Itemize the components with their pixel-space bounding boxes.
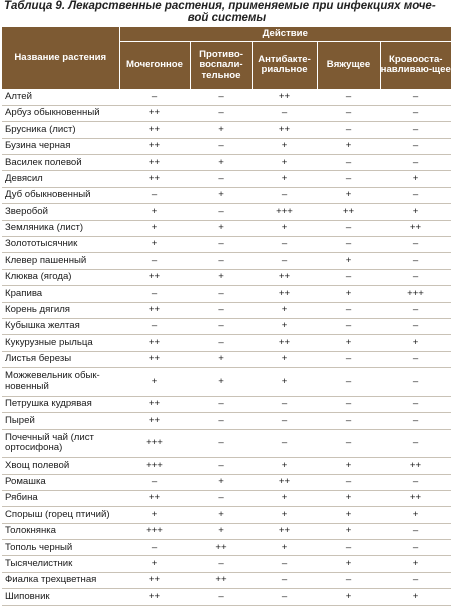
- action-value-cell: –: [119, 187, 190, 203]
- plant-name-cell: Можжевельник обык-новенный: [2, 368, 119, 397]
- action-value-cell: +: [190, 523, 252, 539]
- action-value-cell: ++: [119, 490, 190, 506]
- action-value-cell: ++: [190, 572, 252, 588]
- action-value-cell: –: [380, 122, 451, 138]
- action-value-cell: –: [252, 187, 317, 203]
- header-action-1: Мочегонное: [119, 41, 190, 89]
- plant-name-cell: Хвощ полевой: [2, 458, 119, 474]
- action-value-cell: –: [317, 572, 380, 588]
- table-row: [2, 429, 451, 458]
- action-value-cell: –: [317, 220, 380, 236]
- action-value-cell: ++: [317, 204, 380, 220]
- header-plant-name: Название растения: [2, 27, 119, 89]
- plant-name-cell: Клевер пашенный: [2, 253, 119, 269]
- action-value-cell: +: [190, 155, 252, 171]
- action-value-cell: +: [119, 556, 190, 572]
- action-value-cell: –: [380, 523, 451, 539]
- action-value-cell: –: [190, 589, 252, 605]
- action-value-cell: +++: [119, 523, 190, 539]
- action-value-cell: ++: [119, 138, 190, 154]
- action-value-cell: +: [119, 237, 190, 253]
- action-value-cell: ++: [119, 589, 190, 605]
- action-value-cell: +: [252, 490, 317, 506]
- action-value-cell: +: [190, 368, 252, 397]
- action-value-cell: +: [252, 368, 317, 397]
- action-value-cell: –: [317, 351, 380, 367]
- action-value-cell: +: [252, 507, 317, 523]
- table-row: [2, 556, 451, 572]
- action-value-cell: –: [190, 318, 252, 334]
- action-value-cell: +: [317, 187, 380, 203]
- action-value-cell: ++: [190, 540, 252, 556]
- action-value-cell: +: [317, 589, 380, 605]
- action-value-cell: –: [380, 540, 451, 556]
- action-value-cell: ++: [119, 269, 190, 285]
- action-value-cell: +: [190, 474, 252, 490]
- action-value-cell: +: [190, 269, 252, 285]
- action-value-cell: ++: [252, 474, 317, 490]
- plant-name-cell: Бузина черная: [2, 138, 119, 154]
- action-value-cell: –: [317, 122, 380, 138]
- plant-name-cell: Толокнянка: [2, 523, 119, 539]
- action-value-cell: –: [252, 556, 317, 572]
- action-value-cell: –: [119, 540, 190, 556]
- action-value-cell: –: [190, 490, 252, 506]
- action-value-cell: –: [380, 429, 451, 458]
- action-value-cell: –: [317, 105, 380, 121]
- action-value-cell: ++: [252, 286, 317, 302]
- plant-name-cell: Земляника (лист): [2, 220, 119, 236]
- caption-line-2: вой системы: [187, 12, 267, 24]
- action-value-cell: +: [119, 507, 190, 523]
- action-value-cell: –: [190, 556, 252, 572]
- action-value-cell: ++: [119, 413, 190, 429]
- plant-name-cell: Тополь черный: [2, 540, 119, 556]
- action-value-cell: –: [190, 429, 252, 458]
- action-value-cell: ++: [380, 458, 451, 474]
- action-value-cell: +: [317, 253, 380, 269]
- action-value-cell: +: [119, 368, 190, 397]
- action-value-cell: –: [380, 269, 451, 285]
- action-value-cell: –: [380, 318, 451, 334]
- action-value-cell: –: [380, 368, 451, 397]
- table-row: [2, 89, 451, 105]
- action-value-cell: –: [252, 413, 317, 429]
- header-row-top: [2, 27, 451, 41]
- action-value-cell: ++: [119, 396, 190, 412]
- action-value-cell: +: [380, 335, 451, 351]
- plant-name-cell: Дуб обыкновенный: [2, 187, 119, 203]
- action-value-cell: –: [119, 474, 190, 490]
- action-value-cell: +: [190, 351, 252, 367]
- action-value-cell: +: [190, 507, 252, 523]
- action-value-cell: –: [190, 138, 252, 154]
- action-value-cell: ++: [119, 302, 190, 318]
- table-caption: [4, 0, 450, 24]
- action-value-cell: –: [252, 429, 317, 458]
- plant-name-cell: Рябина: [2, 490, 119, 506]
- action-value-cell: +: [380, 507, 451, 523]
- table-row: [2, 237, 451, 253]
- action-value-cell: –: [317, 89, 380, 105]
- action-value-cell: –: [190, 253, 252, 269]
- action-value-cell: –: [190, 458, 252, 474]
- table-row: [2, 413, 451, 429]
- action-value-cell: +: [317, 335, 380, 351]
- action-value-cell: +: [190, 187, 252, 203]
- table-row: [2, 589, 451, 605]
- plant-name-cell: Девясил: [2, 171, 119, 187]
- caption-line-1: Таблица 9. Лекарственные растения, применяемые при инфекциях моче-: [4, 0, 436, 12]
- action-value-cell: +: [317, 556, 380, 572]
- action-value-cell: –: [380, 396, 451, 412]
- action-value-cell: +: [252, 351, 317, 367]
- action-value-cell: +++: [252, 204, 317, 220]
- action-value-cell: +++: [380, 286, 451, 302]
- action-value-cell: +: [119, 204, 190, 220]
- plant-name-cell: Крапива: [2, 286, 119, 302]
- action-value-cell: –: [380, 302, 451, 318]
- action-value-cell: +: [317, 138, 380, 154]
- table-row: [2, 368, 451, 397]
- action-value-cell: –: [317, 368, 380, 397]
- action-value-cell: –: [317, 302, 380, 318]
- table-row: [2, 396, 451, 412]
- header-action-2: Противо-воспали-тельное: [190, 41, 252, 89]
- action-value-cell: +: [252, 171, 317, 187]
- action-value-cell: –: [317, 318, 380, 334]
- action-value-cell: ++: [380, 220, 451, 236]
- plant-name-cell: Корень дягиля: [2, 302, 119, 318]
- action-value-cell: ++: [252, 335, 317, 351]
- plant-name-cell: Петрушка кудрявая: [2, 396, 119, 412]
- action-value-cell: ++: [252, 122, 317, 138]
- action-value-cell: +: [252, 220, 317, 236]
- plant-name-cell: Арбуз обыкновенный: [2, 105, 119, 121]
- plant-name-cell: Пырей: [2, 413, 119, 429]
- action-value-cell: –: [252, 237, 317, 253]
- action-value-cell: +: [317, 286, 380, 302]
- table-row: [2, 253, 451, 269]
- action-value-cell: –: [119, 318, 190, 334]
- action-value-cell: –: [380, 105, 451, 121]
- table-row: [2, 458, 451, 474]
- plant-name-cell: Спорыш (горец птичий): [2, 507, 119, 523]
- action-value-cell: ++: [119, 335, 190, 351]
- action-value-cell: +: [190, 122, 252, 138]
- action-value-cell: +: [380, 204, 451, 220]
- action-value-cell: ++: [119, 572, 190, 588]
- action-value-cell: –: [317, 474, 380, 490]
- plants-table: [2, 27, 451, 606]
- plant-name-cell: Тысячелистник: [2, 556, 119, 572]
- action-value-cell: –: [190, 413, 252, 429]
- table-row: [2, 351, 451, 367]
- table-body: [2, 89, 451, 605]
- action-value-cell: –: [380, 413, 451, 429]
- table-row: [2, 474, 451, 490]
- action-value-cell: –: [190, 171, 252, 187]
- action-value-cell: –: [380, 572, 451, 588]
- plant-name-cell: Ромашка: [2, 474, 119, 490]
- action-value-cell: –: [380, 253, 451, 269]
- action-value-cell: +: [380, 171, 451, 187]
- action-value-cell: –: [380, 474, 451, 490]
- action-value-cell: –: [380, 89, 451, 105]
- action-value-cell: –: [190, 335, 252, 351]
- table-row: [2, 204, 451, 220]
- action-value-cell: ++: [119, 122, 190, 138]
- action-value-cell: +: [119, 220, 190, 236]
- action-value-cell: +: [317, 523, 380, 539]
- action-value-cell: –: [119, 253, 190, 269]
- plant-name-cell: Кукурузные рыльца: [2, 335, 119, 351]
- action-value-cell: +++: [119, 429, 190, 458]
- action-value-cell: +: [252, 540, 317, 556]
- action-value-cell: –: [190, 105, 252, 121]
- action-value-cell: +: [252, 302, 317, 318]
- action-value-cell: –: [190, 286, 252, 302]
- action-value-cell: –: [317, 413, 380, 429]
- action-value-cell: –: [317, 540, 380, 556]
- header-action-group: Действие: [119, 27, 451, 41]
- action-value-cell: ++: [380, 490, 451, 506]
- plant-name-cell: Листья березы: [2, 351, 119, 367]
- plant-name-cell: Золототысячник: [2, 237, 119, 253]
- plant-name-cell: Зверобой: [2, 204, 119, 220]
- table-row: [2, 105, 451, 121]
- action-value-cell: +++: [119, 458, 190, 474]
- action-value-cell: –: [252, 253, 317, 269]
- action-value-cell: –: [252, 572, 317, 588]
- table-row: [2, 122, 451, 138]
- table-row: [2, 269, 451, 285]
- table-row: [2, 171, 451, 187]
- action-value-cell: –: [317, 429, 380, 458]
- table-row: [2, 540, 451, 556]
- action-value-cell: –: [317, 155, 380, 171]
- table-row: [2, 572, 451, 588]
- table-row: [2, 286, 451, 302]
- action-value-cell: –: [190, 204, 252, 220]
- action-value-cell: +: [380, 589, 451, 605]
- action-value-cell: –: [190, 89, 252, 105]
- table-row: [2, 335, 451, 351]
- action-value-cell: ++: [252, 89, 317, 105]
- action-value-cell: +: [380, 556, 451, 572]
- action-value-cell: ++: [119, 351, 190, 367]
- plant-name-cell: Фиалка трехцветная: [2, 572, 119, 588]
- action-value-cell: +: [317, 490, 380, 506]
- action-value-cell: –: [252, 589, 317, 605]
- plant-name-cell: Алтей: [2, 89, 119, 105]
- action-value-cell: ++: [119, 155, 190, 171]
- action-value-cell: –: [317, 237, 380, 253]
- action-value-cell: +: [190, 220, 252, 236]
- table-row: [2, 155, 451, 171]
- table-row: [2, 523, 451, 539]
- table-row: [2, 490, 451, 506]
- action-value-cell: ++: [252, 269, 317, 285]
- action-value-cell: –: [119, 89, 190, 105]
- header-action-5: Кровооста-навливаю-щее: [380, 41, 451, 89]
- action-value-cell: –: [380, 351, 451, 367]
- plant-name-cell: Брусника (лист): [2, 122, 119, 138]
- action-value-cell: –: [380, 155, 451, 171]
- action-value-cell: –: [252, 105, 317, 121]
- action-value-cell: –: [380, 138, 451, 154]
- action-value-cell: –: [119, 286, 190, 302]
- action-value-cell: +: [252, 138, 317, 154]
- header-action-3: Антибакте-риальное: [252, 41, 317, 89]
- table-row: [2, 220, 451, 236]
- action-value-cell: –: [380, 237, 451, 253]
- action-value-cell: +: [252, 155, 317, 171]
- action-value-cell: –: [190, 396, 252, 412]
- action-value-cell: +: [317, 507, 380, 523]
- table-row: [2, 507, 451, 523]
- action-value-cell: +: [252, 458, 317, 474]
- plant-name-cell: Кубышка желтая: [2, 318, 119, 334]
- plant-name-cell: Василек полевой: [2, 155, 119, 171]
- action-value-cell: –: [252, 396, 317, 412]
- plant-name-cell: Шиповник: [2, 589, 119, 605]
- action-value-cell: +: [317, 458, 380, 474]
- action-value-cell: –: [380, 187, 451, 203]
- action-value-cell: –: [190, 237, 252, 253]
- action-value-cell: ++: [119, 105, 190, 121]
- plant-name-cell: Клюква (ягода): [2, 269, 119, 285]
- table-row: [2, 302, 451, 318]
- action-value-cell: –: [317, 269, 380, 285]
- action-value-cell: ++: [252, 523, 317, 539]
- header-action-4: Вяжущее: [317, 41, 380, 89]
- action-value-cell: ++: [119, 171, 190, 187]
- table-row: [2, 138, 451, 154]
- table-row: [2, 318, 451, 334]
- action-value-cell: +: [252, 318, 317, 334]
- action-value-cell: –: [317, 171, 380, 187]
- action-value-cell: –: [317, 396, 380, 412]
- plant-name-cell: Почечный чай (лист ортосифона): [2, 429, 119, 458]
- action-value-cell: –: [190, 302, 252, 318]
- table-row: [2, 187, 451, 203]
